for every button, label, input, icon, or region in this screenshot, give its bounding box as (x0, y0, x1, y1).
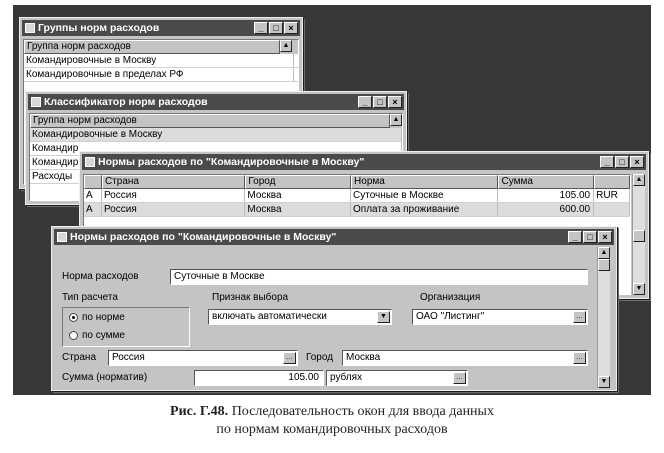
caption-text-line1: Последовательность окон для ввода данных (231, 404, 494, 419)
window-title: Нормы расходов по "Командировочные в Москву" (98, 156, 365, 168)
window-title: Нормы расходов по "Командировочные в Москву" (70, 231, 337, 243)
ellipsis-icon[interactable]: … (283, 352, 296, 364)
column-header-flag (84, 175, 102, 189)
column-header-country[interactable]: Страна (102, 175, 245, 189)
detail-vertical-scrollbar[interactable] (597, 247, 610, 388)
ellipsis-icon[interactable]: … (573, 311, 586, 323)
window-app-icon (57, 232, 67, 242)
table-row[interactable]: Командировочные в пределах РФ (24, 68, 298, 82)
window-title: Группы норм расходов (38, 22, 160, 34)
titlebar[interactable] (82, 154, 646, 170)
maximize-button[interactable]: □ (269, 22, 283, 34)
country-combo[interactable]: Россия … (108, 350, 298, 366)
scroll-down-icon[interactable]: ▼ (598, 376, 610, 388)
selection-combo[interactable]: включать автоматически ▼ (208, 309, 392, 325)
maximize-button[interactable]: □ (583, 231, 597, 243)
ellipsis-icon[interactable]: … (453, 372, 466, 384)
table-row[interactable]: Командир (30, 142, 402, 156)
column-header-amount[interactable]: Сумма (498, 175, 594, 189)
radio-selected-icon (69, 313, 78, 322)
organization-combo[interactable]: ОАО "Листинг" … (412, 309, 588, 325)
minimize-button[interactable]: _ (600, 156, 614, 168)
minimize-button[interactable]: _ (254, 22, 268, 34)
figure-caption-line1 (0, 403, 664, 420)
norm-label: Норма расходов (62, 271, 139, 282)
radio-by-sum[interactable]: по сумме (69, 330, 125, 341)
scroll-thumb[interactable] (598, 259, 610, 271)
scroll-thumb[interactable] (633, 230, 645, 242)
table-row[interactable]: Командир (30, 156, 402, 170)
table-header (30, 114, 402, 128)
city-combo[interactable]: Москва … (342, 350, 588, 366)
window-app-icon (25, 23, 35, 33)
table-row[interactable]: Командировочные в Москву (30, 128, 402, 142)
ellipsis-icon[interactable]: … (573, 352, 586, 364)
scroll-up-icon[interactable]: ▲ (633, 174, 645, 186)
column-header-city[interactable]: Город (245, 175, 351, 189)
window-title: Классификатор норм расходов (44, 96, 208, 108)
column-header-currency (594, 175, 630, 189)
norm-field[interactable]: Суточные в Москве (170, 269, 588, 285)
organization-label: Организация (420, 292, 481, 303)
close-button[interactable]: × (630, 156, 644, 168)
selection-label: Признак выбора (212, 292, 289, 303)
column-header-group[interactable]: Группа норм расходов (24, 40, 280, 54)
window-app-icon (31, 97, 41, 107)
scroll-down-icon[interactable]: ▼ (633, 283, 645, 295)
chevron-down-icon[interactable]: ▼ (377, 311, 390, 323)
table-header (84, 175, 630, 189)
titlebar[interactable] (28, 94, 404, 110)
radio-empty-icon (69, 331, 78, 340)
table-row[interactable]: Командировочные в Москву (24, 54, 298, 68)
calc-type-label: Тип расчета (62, 292, 118, 303)
column-header-group[interactable]: Группа норм расходов (30, 114, 390, 128)
close-button[interactable]: × (388, 96, 402, 108)
city-label: Город (306, 352, 334, 363)
minimize-button[interactable]: _ (358, 96, 372, 108)
window-app-icon (85, 157, 95, 167)
maximize-button[interactable]: □ (615, 156, 629, 168)
column-header-norm[interactable]: Норма (351, 175, 498, 189)
window-expense-norm-detail[interactable] (51, 226, 617, 391)
titlebar[interactable] (22, 20, 300, 36)
screenshot-area (13, 5, 651, 395)
titlebar[interactable] (54, 229, 614, 245)
table-row[interactable]: Расходы (30, 170, 402, 184)
sum-field[interactable]: 105.00 (194, 370, 324, 386)
scroll-up-icon[interactable]: ▲ (598, 247, 610, 259)
country-label: Страна (62, 352, 97, 363)
minimize-button[interactable]: _ (568, 231, 582, 243)
maximize-button[interactable]: □ (373, 96, 387, 108)
figure-caption-line2: по нормам командировочных расходов (216, 422, 448, 437)
sum-label: Сумма (норматив) (62, 372, 148, 383)
scroll-up-icon[interactable]: ▲ (280, 40, 292, 52)
scroll-up-icon[interactable]: ▲ (390, 114, 402, 126)
currency-combo[interactable]: рублях … (326, 370, 468, 386)
table-row[interactable]: А Россия Москва Оплата за проживание 600.00 (84, 203, 630, 217)
figure-number: Рис. Г.48. (170, 404, 229, 419)
close-button[interactable]: × (598, 231, 612, 243)
calc-type-group (62, 307, 190, 347)
close-button[interactable]: × (284, 22, 298, 34)
norms-vertical-scrollbar[interactable] (632, 174, 645, 295)
radio-by-norm[interactable]: по норме (69, 312, 125, 323)
table-row[interactable]: А Россия Москва Суточные в Москве 105.00 RUR (84, 189, 630, 203)
table-header (24, 40, 298, 54)
